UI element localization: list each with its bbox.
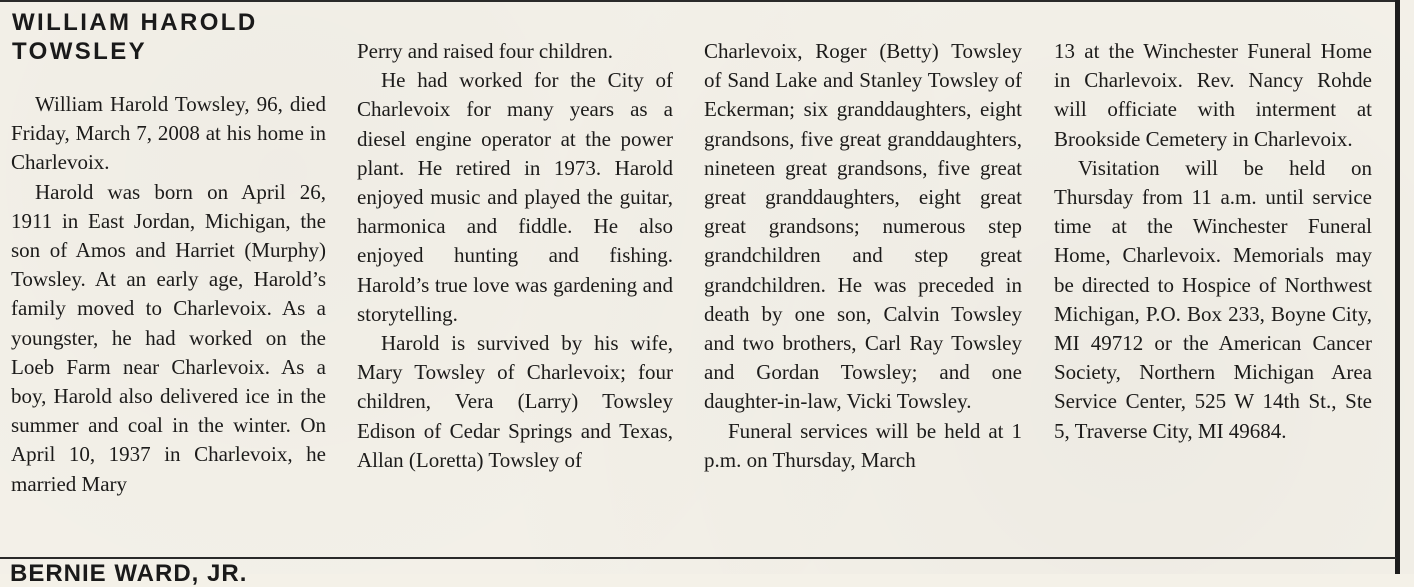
heading-line-1: WILLIAM HAROLD <box>12 9 258 36</box>
paragraph: Visitation will be held on Thursday from 11 a.m. until service time at the Winchester Funeral Home, Charlevoix. Memorials may be directed to Hospice of Northwest Michigan, P.O. Box 233, Boyne City, MI 49712 or the American Cancer Society, Northern Michigan Area Service Center, 525 W 14th St., Ste 5, Traverse City, MI 49684. <box>1054 155 1372 443</box>
paragraph: William Harold Towsley, 96, died Friday, March 7, 2008 at his home in Charlevoix. <box>11 92 326 175</box>
paragraph: He had worked for the City of Charlevoix for many years as a diesel engine operator at the power plant. He retired in 1973. Harold enjoyed music and played the guitar, harmonica and fiddle. He also enjoyed hunting and fishing. Harold’s true love was gardening and storytelling. <box>357 68 673 326</box>
paragraph-continued: 13 at the Winchester Funeral Home in Charlevoix. Rev. Nancy Rohde will officiate with interment at Brookside Cemetery in Charlevoix. <box>1054 39 1372 151</box>
bottom-rule <box>0 557 1396 559</box>
obituary-heading <box>12 8 342 66</box>
text-column-4 <box>1054 37 1372 446</box>
paragraph-continued: Charlevoix, Roger (Betty) Towsley of Sand Lake and Stanley Towsley of Eckerman; six granddaughters, eight grandsons, five great granddaughters, nineteen great grandsons, five great great granddaughters, eight great great grandsons; numerous step grandchildren and step great grandchildren. He was preceded in death by one son, Calvin Towsley and two brothers, Carl Ray Towsley and Gordan Towsley; and one daughter-in-law, Vicki Towsley. <box>704 39 1022 414</box>
top-rule <box>0 0 1396 2</box>
paragraph-continued: Perry and raised four children. <box>357 39 613 63</box>
text-column-1 <box>11 90 326 499</box>
heading-line-2: TOWSLEY <box>12 38 148 65</box>
paragraph: Harold was born on April 26, 1911 in East Jordan, Michigan, the son of Amos and Harriet (Murphy) Towsley. At an early age, Harold’s family moved to Charlevoix. As a youngster, he had worked on the Loeb Farm near Charlevoix. As a boy, Harold also delivered ice in the summer and coal in the winter. On April 10, 1937 in Charlevoix, he married Mary <box>11 179 326 496</box>
text-column-2 <box>357 37 673 475</box>
next-obituary-heading: BERNIE WARD, JR. <box>10 560 248 587</box>
text-column-3 <box>704 37 1022 475</box>
paragraph: Harold is survived by his wife, Mary Towsley of Charlevoix; four children, Vera (Larry) Towsley Edison of Cedar Springs and Texas, Allan (Loretta) Towsley of <box>357 331 673 472</box>
paragraph: Funeral services will be held at 1 p.m. on Thursday, March <box>704 418 1022 472</box>
right-border-rule <box>1395 0 1400 574</box>
